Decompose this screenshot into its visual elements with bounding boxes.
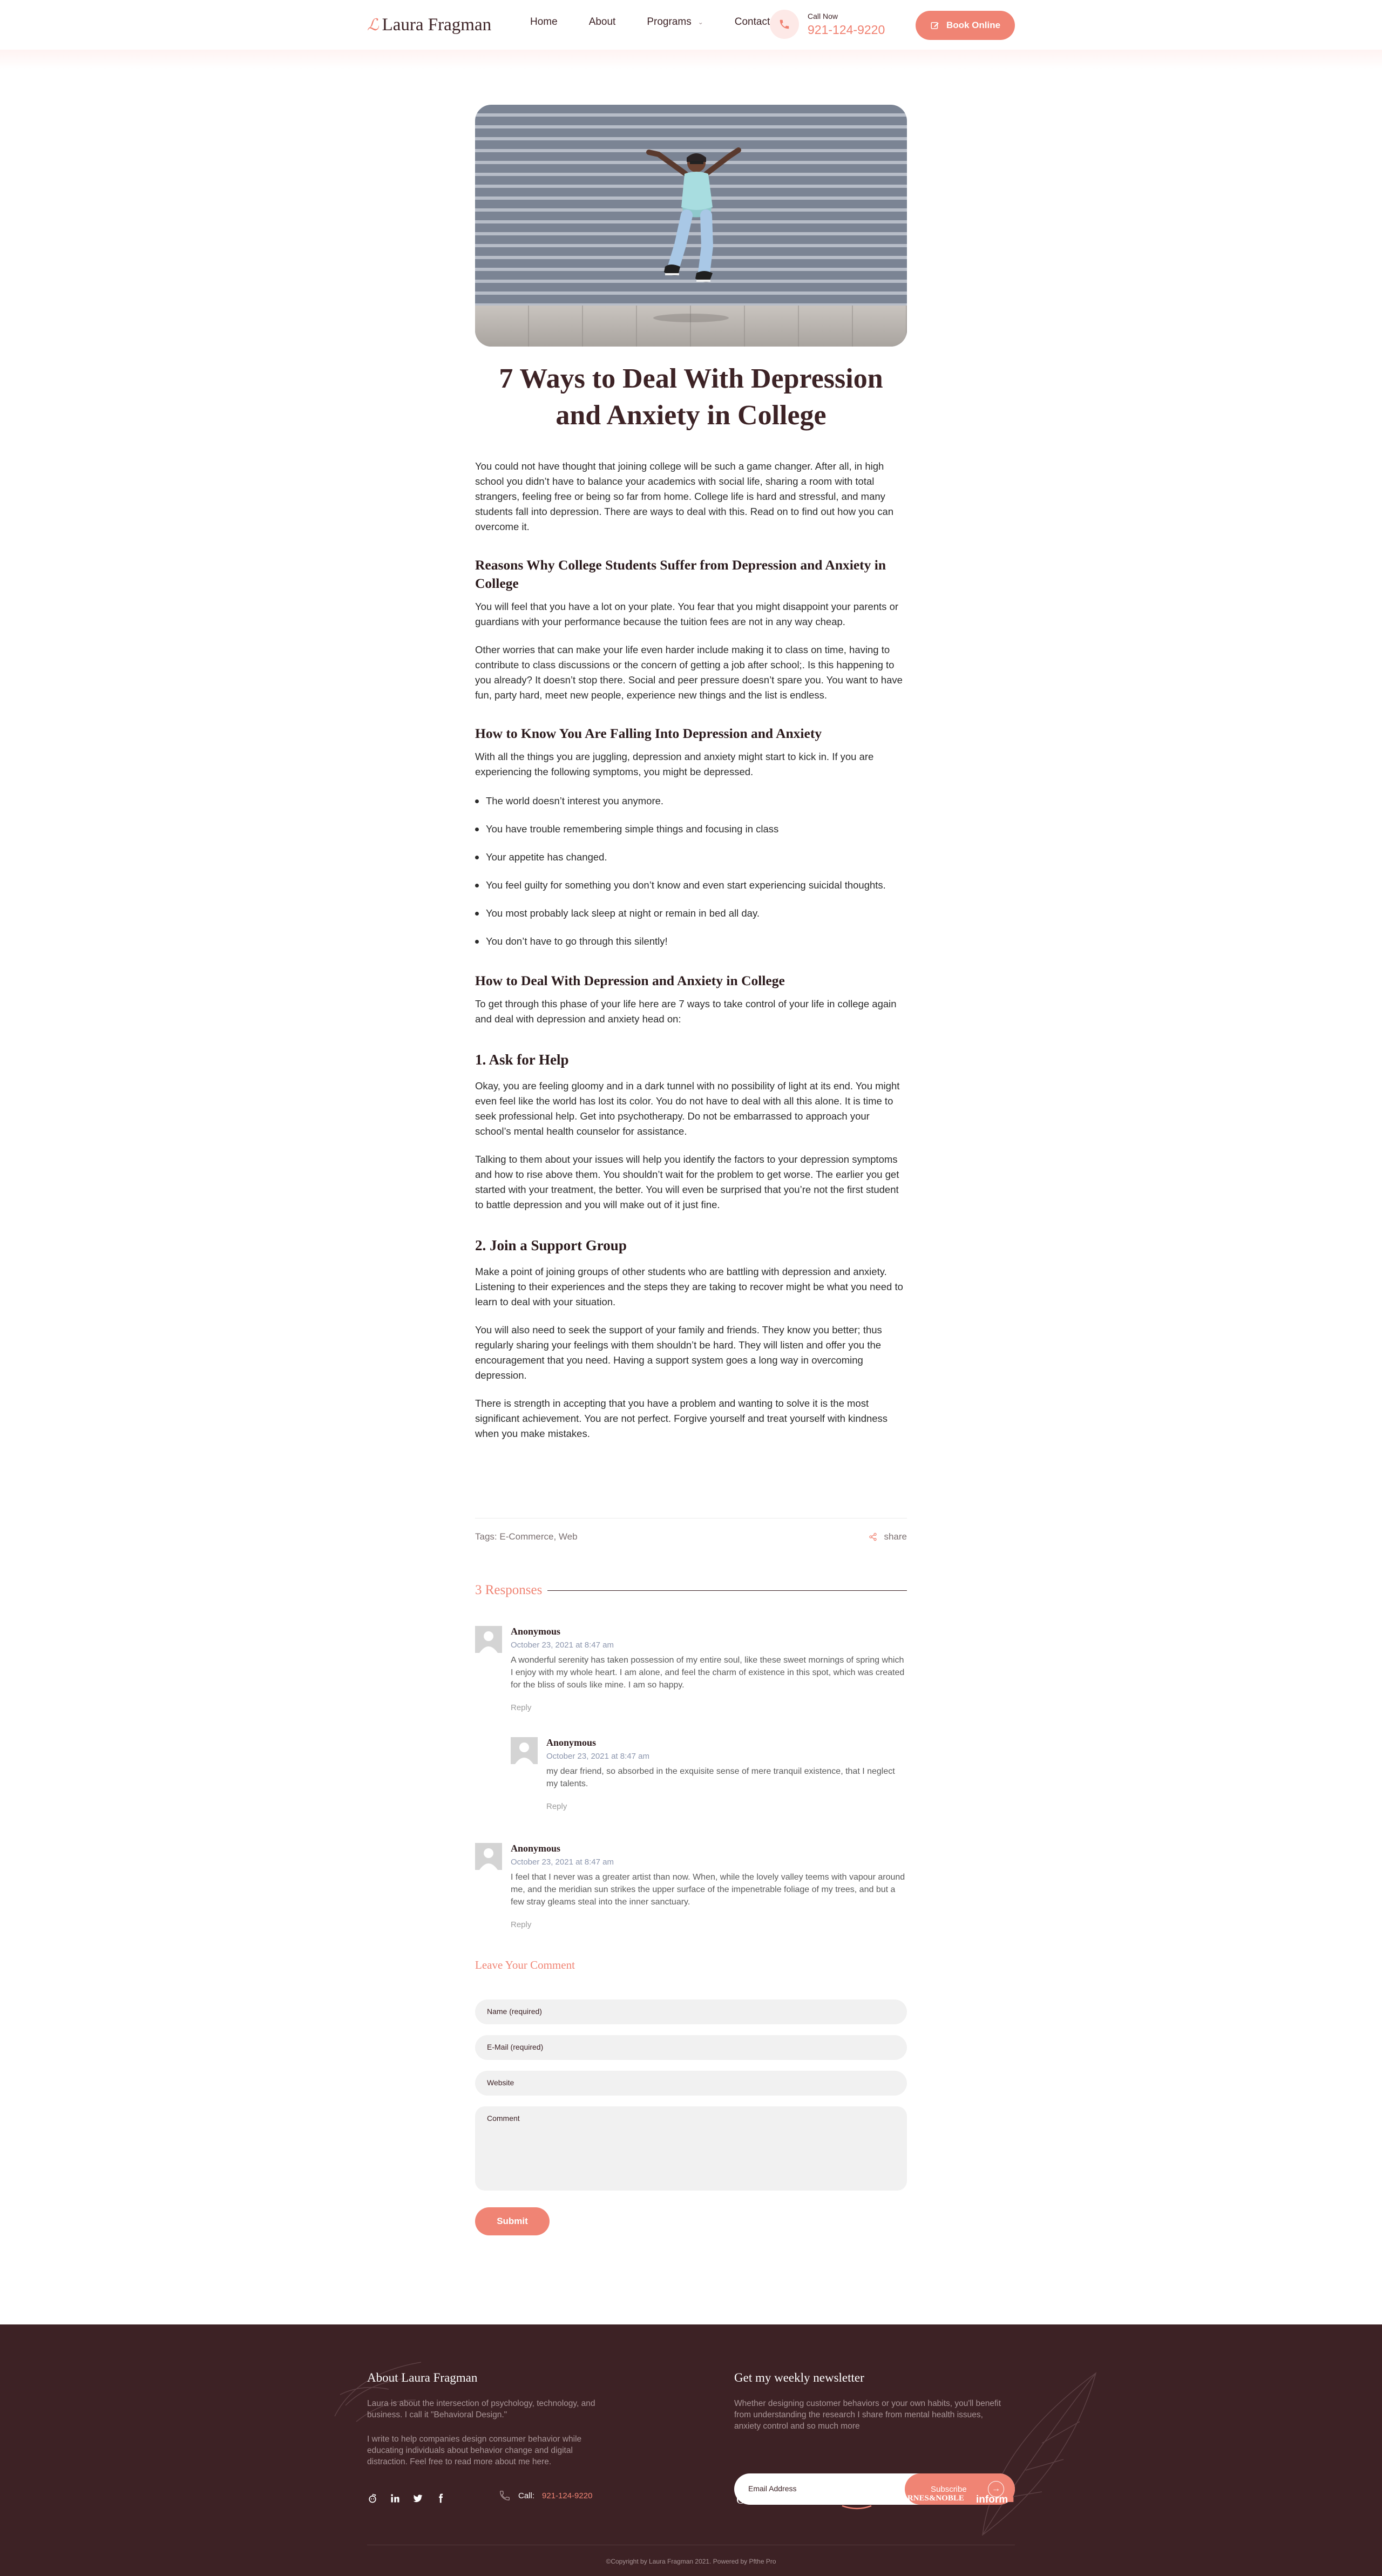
copyright: ©Copyright by Laura Fragman 2021. Powered by Pfthe Pro [606,2558,776,2565]
share-button[interactable] [869,1531,907,1542]
nav-item-programs[interactable] [647,16,703,28]
list-item: You most probably lack sleep at night or remain in bed all day. [475,905,907,922]
list-item: You don’t have to go through this silently! [475,933,907,950]
heading-ask-for-help: 1. Ask for Help [475,1052,569,1068]
list-item: You have trouble remembering simple things and focusing in class [475,821,907,838]
facebook-icon[interactable] [435,2493,446,2504]
comment-text: I feel that I never was a greater artist than now. When, while the lovely valley teems with vapour around me, and the meridian sun strikes the upper surface of the impenetrable foliage of my trees, and but a few stray gleams steal into the inner sanctuary. [511,1873,905,1907]
paragraph: Talking to them about your issues will help you identify the factors to your depression symptoms and how to rise above them. You shouldn’t wait for the problem to get worse. The earlier you get started with your treatment, the better. You will even be surprised that you’re not the first student to battle depression and you will make out of it just fine. [475,1154,899,1210]
leaf-outline-icon [961,2362,1112,2540]
responses-count: 3 Responses [475,1583,543,1597]
comment-author: Anonymous [546,1737,597,1748]
paragraph: Okay, you are feeling gloomy and in a dark tunnel with no possibility of light at its end. You might even feel like the world has lost its color. You do not have to deal with all this alone. It is time to seek professional help. Get into psychotherapy. Do not be embarrassed to approach your school’s mental health counselor for assistance. [475,1080,900,1137]
comment-date[interactable]: October 23, 2021 at 8:47 am [546,1752,649,1761]
newsletter-title: Get my weekly newsletter [734,2371,864,2384]
chevron-down-icon: ⌄ [697,18,703,26]
call-number: 921-124-9220 [808,22,885,37]
order-now-title: Order Now [736,2493,793,2506]
email-field[interactable]: E-Mail (required) [475,2035,907,2060]
footer-about-text-2: I write to help companies design consumer behavior while educating individuals about behavior change and digital distraction. Feel free to read more about me here. [367,2435,582,2466]
avatar [511,1737,538,1764]
share-icon [869,1533,877,1541]
book-online-button[interactable] [916,11,1015,40]
article-title: 7 Ways to Deal With Depression and Anxiety in College [499,363,883,431]
comment-author: Anonymous [511,1626,561,1637]
comment-date[interactable]: October 23, 2021 at 8:47 am [511,1858,614,1867]
comment-text: my dear friend, so absorbed in the exquisite sense of mere tranquil existence, that I neglect my talents. [546,1767,895,1788]
tags-bar [475,1518,907,1555]
hero-image [475,105,907,347]
paragraph: To get through this phase of your life here are 7 ways to take control of your life in college again and deal with depression and anxiety head on: [475,998,897,1025]
nav-item-about[interactable]: About [588,16,616,28]
list-item: The world doesn’t interest you anymore. [475,792,907,810]
barnes-noble-logo[interactable]: BARNES&NOBLE [896,2494,964,2503]
nav-item-home[interactable]: Home [530,16,558,28]
paragraph: You will also need to seek the support of your family and friends. They know you better; thus regularly sharing your feelings with them shouldn’t be hard. They will listen and offer you the encouragement that you need. Having a support system goes a long way in overcoming depression. [475,1324,882,1381]
book-online-label: Book Online [946,20,1001,30]
inform-logo-text: inform [976,2494,1008,2505]
heading-support-group: 2. Join a Support Group [475,1237,627,1253]
newsletter-email-input[interactable]: Email Address [734,2473,1015,2505]
comment-author: Anonymous [511,1843,561,1854]
social-links [367,2493,446,2504]
phone-icon [499,2490,511,2502]
paragraph: With all the things you are juggling, depression and anxiety might start to kick in. If you are experiencing the following symptoms, you might be depressed. [475,751,874,777]
phone-icon [770,10,799,39]
website-field[interactable]: Website [475,2071,907,2096]
footer-about-text-1: Laura is about the intersection of psychology, technology, and business. I call it "Behavioral Design." [367,2399,595,2419]
main-nav [530,16,770,28]
reply-link[interactable]: Reply [511,1920,532,1929]
responses-heading [475,1583,907,1598]
share-label: share [884,1531,907,1542]
arrow-right-icon: → [988,2481,1004,2497]
article-intro: You could not have thought that joining college will be such a game changer. After all, in high school you didn’t have to balance your academics with social life, sharing a room with total strangers, feeling free or being so far from home. College life is hard and stressful, and many students fall into depression. There are ways to deal with this. Read on to find out how you can overcome it. [475,460,894,532]
symptoms-list [475,792,907,950]
header-band [0,50,1382,69]
avatar [475,1843,502,1870]
header-call[interactable] [770,10,885,39]
linkedin-icon[interactable] [390,2493,401,2504]
heading-deal: How to Deal With Depression and Anxiety in College [475,973,785,988]
nav-item-contact[interactable]: Contact [734,16,770,28]
site-header [0,0,1382,50]
name-field[interactable]: Name (required) [475,1999,907,2024]
paragraph: Other worries that can make your life even harder include making it to class on time, having to contribute to class discussions or the concern of getting a job after school;. Is this happening to you already? It doesn’t stop there. Social and peer pressure doesn’t spare you. You want to have fun, party hard, meet new people, experience new things and the list is endless. [475,644,903,701]
comment-date[interactable]: October 23, 2021 at 8:47 am [511,1640,614,1650]
comment-text: A wonderful serenity has taken possession of my entire soul, like these sweet mornings of spring which I enjoy with my whole heart. I am alone, and feel the charm of existence in this spot, which was created for the bliss of souls like mine. I am so happy. [511,1656,905,1690]
comment-textarea[interactable]: Comment [475,2106,907,2191]
subscribe-label: Subscribe [931,2484,967,2494]
footer-call[interactable] [499,2490,592,2502]
submit-button[interactable]: Submit [475,2207,550,2235]
twitter-icon[interactable] [412,2493,423,2504]
heading-reasons: Reasons Why College Students Suffer from Depression and Anxiety in College [475,557,886,591]
heading-know: How to Know You Are Falling Into Depression and Anxiety [475,726,822,741]
list-item: You feel guilty for something you don’t know and even start experiencing suicidal thoughts. [475,877,907,894]
footer-call-number: 921-124-9220 [542,2491,593,2500]
nav-item-programs-label: Programs [647,16,692,28]
tags-text[interactable]: Tags: E-Commerce, Web [475,1531,578,1542]
reddit-icon[interactable] [367,2493,378,2504]
article-content [475,459,907,1454]
logo-mark-icon: ℒ [367,16,379,34]
edit-icon [930,21,940,30]
paragraph: There is strength in accepting that you have a problem and wanting to solve it is the most significant achievement. You are not perfect. Forgive yourself and treat yourself with kindness when you make mistakes. [475,1398,888,1439]
leave-comment-heading: Leave Your Comment [475,1958,575,1971]
paragraph: You will feel that you have a lot on your plate. You fear that you might disappoint your parents or guardians with your performance because the tuition fees are not in any way cheap. [475,601,899,627]
paragraph: Make a point of joining groups of other students who are battling with depression and anxiety. Listening to their experiences and the steps they are taking to recover might be what you need to learn to deal with your situation. [475,1266,903,1307]
newsletter-text: Whether designing customer behaviors or your own habits, you'll benefit from understanding the research I share from mental health issues, anxiety control and so much more [734,2399,1001,2431]
footer-about-title: About Laura Fragman [367,2371,478,2384]
site-footer [0,2324,1382,2576]
reply-link[interactable]: Reply [546,1802,567,1811]
call-label: Call Now [808,11,838,21]
reply-link[interactable]: Reply [511,1703,532,1712]
site-logo[interactable] [367,12,491,38]
avatar [475,1626,502,1653]
list-item: Your appetite has changed. [475,849,907,866]
amazon-logo[interactable] [840,2494,878,2506]
amazon-logo-text: amazon [840,2494,878,2505]
inform-logo[interactable]: inform■ [976,2494,1014,2505]
divider [547,1590,907,1591]
jumping-woman-illustration [475,105,907,347]
footer-call-label: Call: [518,2491,535,2500]
logo-text: Laura Fragman [382,15,492,35]
